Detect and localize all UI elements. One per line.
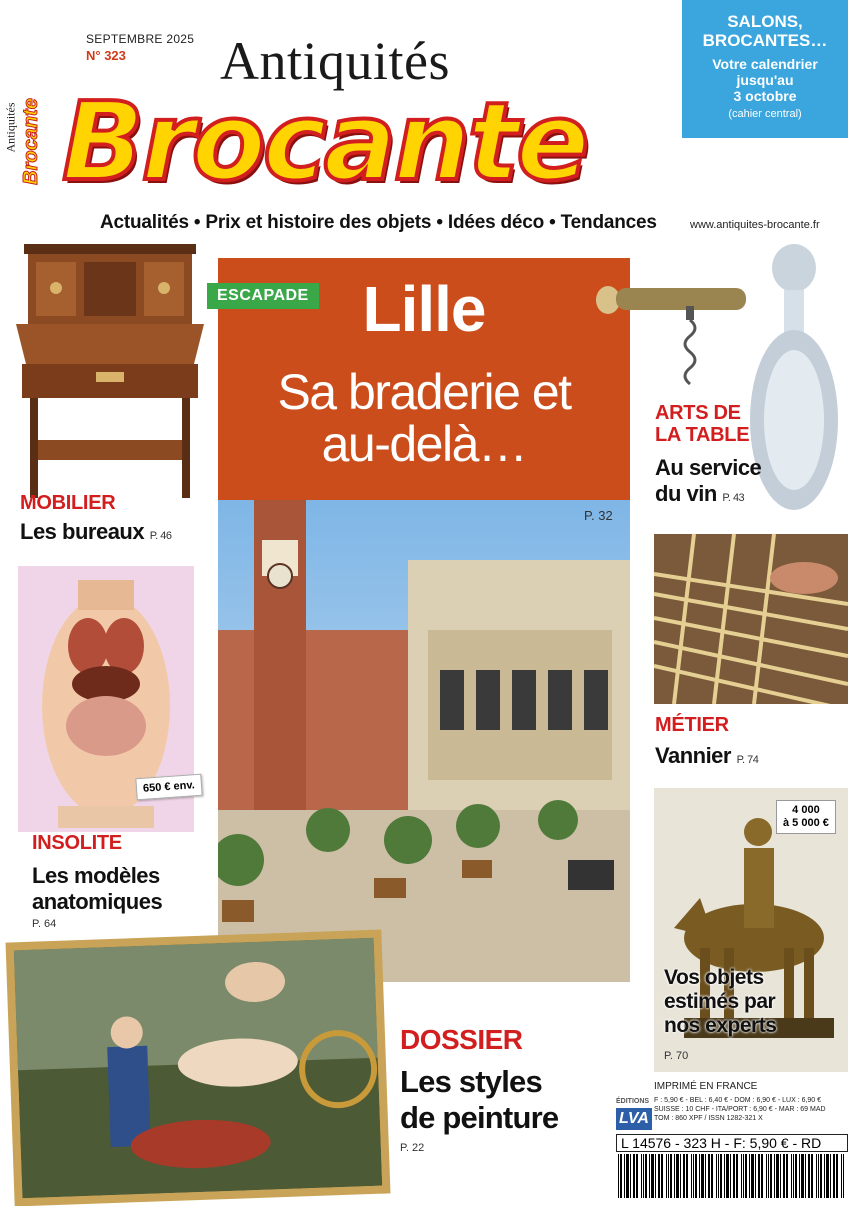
website: www.antiquites-brocante.fr — [690, 219, 820, 231]
promo-line2: BROCANTES… — [702, 31, 828, 50]
arts-table-subject-line2: du vin — [655, 481, 717, 506]
estimate-price-line1: 4 000 — [792, 804, 820, 816]
barcode — [616, 1134, 848, 1200]
arts-table-section-line2: LA TABLE — [655, 424, 750, 446]
side-logo — [3, 90, 46, 190]
issue-number: N° 323 — [86, 48, 126, 63]
dossier-subject-line2: de peinture — [400, 1100, 559, 1135]
estimations-line2: estimés par — [664, 990, 776, 1013]
estimations-line3: nos experts — [664, 1014, 777, 1037]
price-line1: F : 5,90 € - BEL : 6,40 € - DOM : 6,90 € - LUX : 6,90 € — [654, 1097, 822, 1104]
estimate-price-tag — [776, 800, 836, 834]
estimations-page: P. 70 — [664, 1050, 689, 1062]
cover-story-page: P. 32 — [584, 508, 613, 523]
insolite-subject-line2: anatomiques — [32, 889, 163, 914]
writing-desk-photo — [10, 240, 210, 510]
insolite-section: INSOLITE — [32, 832, 122, 854]
masthead-title-main: Brocante — [62, 80, 587, 205]
metier-subject-text: Vannier — [655, 743, 731, 768]
printed-in-france: IMPRIMÉ EN FRANCE — [654, 1081, 758, 1092]
promo-line1: SALONS, — [727, 12, 803, 31]
dossier-section: DOSSIER — [400, 1024, 523, 1055]
arts-table-subject — [655, 482, 744, 510]
tagline: Actualités • Prix et histoire des objets • Idées déco • Tendances — [100, 212, 657, 233]
price-list — [654, 1096, 844, 1123]
promo-line4: jusqu'au — [736, 72, 794, 88]
corner-promo — [682, 0, 848, 138]
insolite-subject-line1: Les modèles — [32, 863, 160, 888]
cover-story-subtitle-line2: au-delà… — [321, 416, 527, 472]
escapade-badge: ESCAPADE — [207, 283, 319, 309]
lille-city-photo — [218, 500, 630, 982]
metier-section: MÉTIER — [655, 714, 729, 736]
mobilier-subject-text: Les bureaux — [20, 519, 145, 544]
barcode-text: L 14576 - 323 H - F: 5,90 € - RD — [616, 1134, 848, 1152]
cover-story-subtitle-line1: Sa braderie et — [277, 364, 571, 420]
painting-photo — [6, 930, 391, 1206]
corkscrew-photo — [596, 240, 746, 410]
metier-subject — [655, 744, 758, 772]
mobilier-section: MOBILIER — [20, 492, 116, 514]
estimations-line1: Vos objets — [664, 966, 764, 989]
estimations-heading — [664, 966, 776, 1038]
editions-label: ÉDITIONS — [616, 1098, 650, 1105]
arts-table-section-line1: ARTS DE — [655, 402, 741, 424]
dossier-subject — [400, 1064, 558, 1136]
price-line2: SUISSE : 10 CHF - ITA/PORT : 6,90 € - MAR : 69 MAD — [654, 1106, 826, 1113]
side-logo-top: Antiquités — [3, 102, 18, 153]
promo-line6: (cahier central) — [728, 108, 802, 120]
arts-table-subject-line1: Au service — [655, 455, 762, 480]
side-logo-main: Brocante — [19, 98, 42, 185]
arts-table-page: P. 43 — [722, 492, 745, 504]
issue-date: SEPTEMBRE 2025 — [86, 32, 195, 46]
insolite-page: P. 64 — [32, 918, 57, 930]
anatomy-price-tag: 650 € env. — [135, 774, 202, 801]
dossier-subject-line1: Les styles — [400, 1064, 542, 1099]
mobilier-page: P. 46 — [149, 530, 172, 542]
arts-table-section — [655, 402, 749, 446]
price-line3: TOM : 860 XPF / ISSN 1282-321 X — [654, 1115, 763, 1122]
masthead-title-top: Antiquités — [220, 31, 450, 91]
basket-weaving-photo — [654, 534, 848, 704]
estimate-price-line2: à 5 000 € — [783, 817, 829, 829]
mobilier-subject — [20, 520, 172, 548]
barcode-bars — [616, 1152, 848, 1200]
cover-story-subtitle — [218, 366, 630, 470]
promo-line3: Votre calendrier — [712, 56, 818, 72]
dossier-page: P. 22 — [400, 1142, 425, 1154]
promo-line5: 3 octobre — [733, 88, 797, 104]
metier-page: P. 74 — [736, 754, 759, 766]
publisher-logo: LVA — [616, 1108, 652, 1130]
cover-story-title: Lille — [362, 273, 486, 345]
